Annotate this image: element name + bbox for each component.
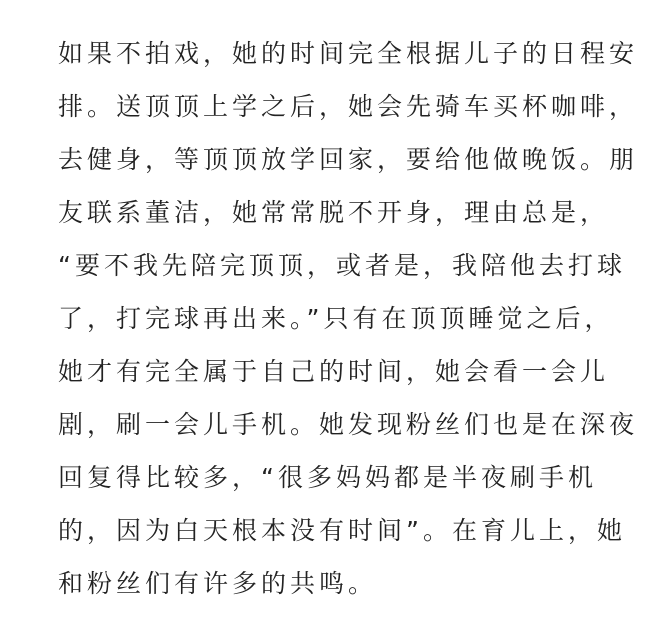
paragraph-line: “要不我先陪完顶顶，或者是，我陪他去打球	[58, 251, 626, 280]
paragraph-line: 排。送顶顶上学之后，她会先骑车买杯咖啡，	[58, 92, 639, 121]
paragraph-line: 她才有完全属于自己的时间，她会看一会儿	[58, 357, 610, 386]
paragraph-line: 去健身，等顶顶放学回家，要给他做晚饭。朋	[58, 145, 639, 174]
paragraph-line: 如果不拍戏，她的时间完全根据儿子的日程安	[58, 39, 639, 68]
paragraph-line: 和粉丝们有许多的共鸣。	[58, 569, 378, 598]
paragraph-line: 友联系董洁，她常常脱不开身，理由总是，	[58, 198, 610, 227]
paragraph-line: 剧，刷一会儿手机。她发现粉丝们也是在深夜	[58, 410, 639, 439]
paragraph-line: 的，因为白天根本没有时间”。在育儿上，她	[58, 516, 626, 545]
paragraph-line: 回复得比较多，“很多妈妈都是半夜刷手机	[58, 463, 597, 492]
paragraph-line: 了，打完球再出来。”只有在顶顶睡觉之后，	[58, 304, 614, 333]
